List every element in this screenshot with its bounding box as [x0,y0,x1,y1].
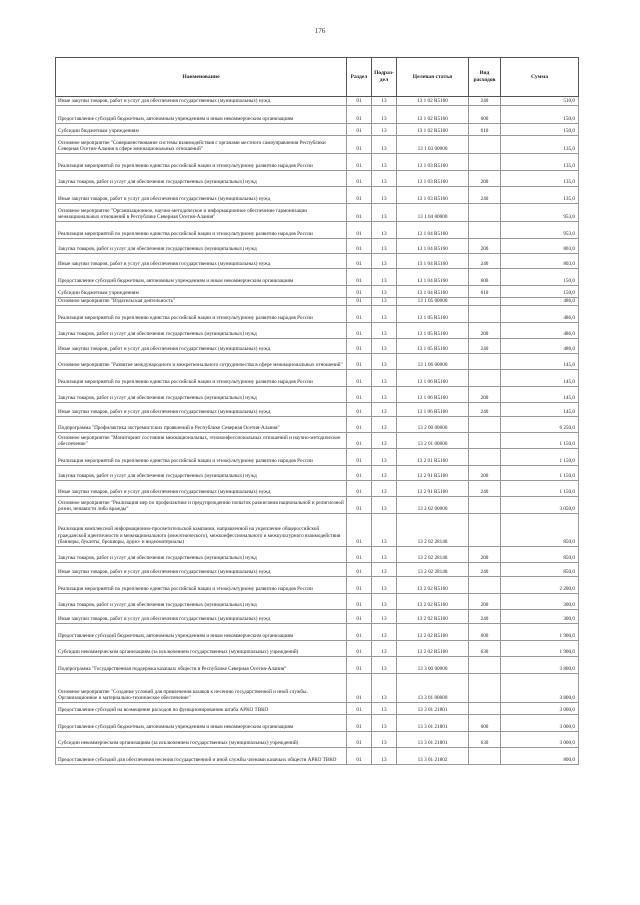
cell-name: Основное мероприятие "Организационное, научно-методическое и информационное обеспечение гармонизации межнациональных отношений в Республике Северная Осетия-Алания" [56,204,347,222]
cell-target: 13 1 02 R5160 [397,106,469,124]
cell-subsection: 13 [372,187,397,204]
cell-section: 01 [347,674,372,703]
table-row [56,641,579,657]
cell-name: Иные закупки товаров, работ и услуг для обеспечения государственных (муниципальных) нужд [56,403,347,417]
cell-amount: 150,0 [501,269,579,286]
cell-name: Реализация комплексной информационно-просветительской кампании, направленной на укрепление общероссийской гражданской идентичности и межнационального (межэтнического), межконфессионального и межкультурного взаимодействия (баннеры, буклеты, брошюры, аудио- и видеоматериалы) [56,514,347,547]
cell-subsection: 13 [372,417,397,433]
cell-subsection: 13 [372,323,397,339]
table-row [56,481,579,497]
cell-subsection: 13 [372,239,397,254]
cell-target: 13 1 03 00000 [397,136,469,154]
table-row [56,286,579,298]
cell-amount: 135,0 [501,154,579,171]
cell-section: 01 [347,417,372,433]
cell-target: 13 1 05 R5160 [397,323,469,339]
cell-target: 13 3 00 00000 [397,657,469,674]
cell-subsection: 13 [372,370,397,387]
cell-section: 01 [347,97,372,106]
cell-amount: 486,0 [501,298,579,306]
table-row [56,577,579,594]
cell-section: 01 [347,466,372,481]
cell-expense: 240 [469,339,501,354]
table-row [56,222,579,239]
cell-target: 13 2 02 28148 [397,563,469,577]
table-row [56,136,579,154]
cell-subsection: 13 [372,254,397,269]
table-row [56,339,579,354]
cell-amount: 150,0 [501,106,579,124]
cell-amount: 486,0 [501,339,579,354]
header-name: Наименование [56,58,347,97]
cell-expense [469,154,501,171]
cell-name: Иные закупки товаров, работ и услуг для обеспечения государственных (муниципальных) нужд [56,254,347,269]
cell-name: Закупка товаров, работ и услуг для обеспечения государственных (муниципальных) нужд [56,171,347,187]
cell-section: 01 [347,594,372,610]
cell-target: 13 3 01 21801 [397,715,469,732]
cell-expense [469,577,501,594]
table-row [56,715,579,732]
cell-amount: 803,0 [501,239,579,254]
cell-amount: 486,0 [501,306,579,323]
cell-expense [469,497,501,514]
cell-section: 01 [347,154,372,171]
page-number: 176 [314,27,326,35]
cell-expense: 200 [469,547,501,563]
cell-target: 13 1 04 R5160 [397,239,469,254]
cell-section: 01 [347,204,372,222]
cell-expense: 240 [469,403,501,417]
table-row [56,306,579,323]
cell-expense: 200 [469,171,501,187]
cell-subsection: 13 [372,449,397,466]
table-row [56,497,579,514]
cell-target: 13 2 02 R5160 [397,624,469,641]
cell-amount: 1 150,0 [501,449,579,466]
cell-amount: 145,0 [501,387,579,403]
table-row [56,732,579,748]
cell-section: 01 [347,433,372,449]
cell-expense [469,748,501,765]
cell-name: Закупка товаров, работ и услуг для обеспечения государственных (муниципальных) нужд [56,547,347,563]
cell-subsection: 13 [372,269,397,286]
cell-expense: 200 [469,387,501,403]
cell-expense [469,306,501,323]
table-row [56,387,579,403]
cell-subsection: 13 [372,403,397,417]
cell-expense: 600 [469,106,501,124]
cell-name: Основное мероприятие "Мониторинг состояния межнациональных, этноконфессиональных отношений и научно-методическое обеспечение" [56,433,347,449]
table-row [56,610,579,624]
cell-subsection: 13 [372,547,397,563]
cell-expense [469,298,501,306]
budget-table [55,57,579,765]
cell-subsection: 13 [372,497,397,514]
cell-expense: 600 [469,624,501,641]
cell-target: 13 2 02 28148 [397,547,469,563]
cell-amount: 3 800,0 [501,674,579,703]
cell-expense: 600 [469,715,501,732]
cell-section: 01 [347,703,372,715]
cell-section: 01 [347,497,372,514]
cell-subsection: 13 [372,563,397,577]
table-row [56,403,579,417]
cell-section: 01 [347,136,372,154]
table-row [56,354,579,370]
table-header-row [56,58,579,97]
header-target: Целевая статья [397,58,469,97]
cell-amount: 1 150,0 [501,466,579,481]
table-row [56,657,579,674]
cell-expense [469,449,501,466]
cell-amount: 2 200,0 [501,577,579,594]
cell-target: 13 3 01 21802 [397,748,469,765]
cell-subsection: 13 [372,222,397,239]
cell-target: 13 2 01 R5160 [397,449,469,466]
cell-subsection: 13 [372,748,397,765]
cell-expense: 630 [469,732,501,748]
cell-amount: 145,0 [501,403,579,417]
cell-expense [469,433,501,449]
cell-name: Закупка товаров, работ и услуг для обеспечения государственных (муниципальных) нужд [56,387,347,403]
cell-target: 13 1 04 R5160 [397,269,469,286]
cell-subsection: 13 [372,106,397,124]
cell-subsection: 13 [372,577,397,594]
cell-section: 01 [347,610,372,624]
cell-name: Субсидии некоммерческим организациям (за исключением государственных (муниципальных) учреждений) [56,732,347,748]
table-row [56,514,579,547]
cell-expense [469,204,501,222]
table-row [56,449,579,466]
cell-name: Реализация мероприятий по укреплению единства российской нации и этнокультурному развитию народов России [56,306,347,323]
table-row [56,624,579,641]
cell-name: Иные закупки товаров, работ и услуг для обеспечения государственных (муниципальных) нужд [56,610,347,624]
header-subsection: Подраз-дел [372,58,397,97]
cell-target: 13 1 05 R5160 [397,339,469,354]
cell-section: 01 [347,481,372,497]
table-row [56,154,579,171]
cell-section: 01 [347,222,372,239]
cell-target: 13 1 05 R5160 [397,306,469,323]
cell-name: Реализация мероприятий по укреплению единства российской нации и этнокультурному развитию народов России [56,222,347,239]
cell-subsection: 13 [372,204,397,222]
cell-section: 01 [347,106,372,124]
cell-expense [469,354,501,370]
cell-amount: 850,0 [501,514,579,547]
cell-subsection: 13 [372,124,397,136]
cell-target: 13 3 01 21801 [397,703,469,715]
cell-target: 13 1 03 R5160 [397,154,469,171]
header-amount: Сумма [501,58,579,97]
cell-target: 13 1 06 R5160 [397,387,469,403]
cell-section: 01 [347,354,372,370]
cell-expense [469,674,501,703]
cell-amount: 486,0 [501,323,579,339]
cell-target: 13 1 06 00000 [397,354,469,370]
table-row [56,97,579,106]
cell-expense: 610 [469,124,501,136]
cell-subsection: 13 [372,354,397,370]
cell-target: 13 1 05 00000 [397,298,469,306]
cell-target: 13 2 00 00000 [397,417,469,433]
cell-section: 01 [347,748,372,765]
cell-target: 13 2 01 00000 [397,433,469,449]
cell-target: 13 1 04 00000 [397,204,469,222]
cell-amount: 1 150,0 [501,433,579,449]
cell-section: 01 [347,269,372,286]
cell-amount: 135,0 [501,171,579,187]
cell-subsection: 13 [372,466,397,481]
cell-subsection: 13 [372,286,397,298]
header-section: Раздел [347,58,372,97]
cell-amount: 1 150,0 [501,481,579,497]
cell-name: Основное мероприятие "Развитие международного и межрегионального сотрудничества в сфере межнациональных отношений" [56,354,347,370]
cell-target: 13 2 01 R5160 [397,466,469,481]
cell-name: Предоставление субсидий бюджетным, автономным учреждениям и иным некоммерческим организациям [56,269,347,286]
cell-amount: 3 050,0 [501,497,579,514]
cell-subsection: 13 [372,641,397,657]
cell-expense [469,370,501,387]
table-row [56,298,579,306]
cell-name: Предоставление субсидий бюджетным, автономным учреждениям и иным некоммерческим организациям [56,715,347,732]
cell-subsection: 13 [372,594,397,610]
cell-name: Основное мероприятие "Совершенствование системы взаимодействия с органами местного самоуправления Республики Северная Осетия-Алания в сфере межнациональных отношений" [56,136,347,154]
cell-amount: 6 250,0 [501,417,579,433]
table-row [56,370,579,387]
cell-target: 13 2 02 28148 [397,514,469,547]
table-row [56,674,579,703]
cell-target: 13 2 02 R5160 [397,594,469,610]
cell-name: Реализация мероприятий по укреплению единства российской нации и этнокультурному развитию народов России [56,577,347,594]
table-row [56,171,579,187]
cell-subsection: 13 [372,703,397,715]
cell-amount: 150,0 [501,286,579,298]
cell-section: 01 [347,403,372,417]
table-row [56,547,579,563]
cell-section: 01 [347,370,372,387]
cell-section: 01 [347,298,372,306]
cell-subsection: 13 [372,610,397,624]
cell-section: 01 [347,624,372,641]
table-row [56,269,579,286]
cell-subsection: 13 [372,387,397,403]
cell-subsection: 13 [372,154,397,171]
cell-expense: 240 [469,481,501,497]
cell-target: 13 1 03 R5160 [397,171,469,187]
cell-name: Закупка товаров, работ и услуг для обеспечения государственных (муниципальных) нужд [56,323,347,339]
cell-subsection: 13 [372,732,397,748]
cell-target: 13 2 02 R5160 [397,641,469,657]
cell-expense: 240 [469,563,501,577]
cell-expense: 200 [469,239,501,254]
cell-target: 13 1 02 R5160 [397,124,469,136]
table-row [56,466,579,481]
cell-target: 13 1 02 R5160 [397,97,469,106]
cell-name: Иные закупки товаров, работ и услуг для обеспечения государственных (муниципальных) нужд [56,187,347,204]
cell-name: Реализация мероприятий по укреплению единства российской нации и этнокультурному развитию народов России [56,449,347,466]
cell-name: Основное мероприятие "Создание условий для привлечения казаков к несению государственной и иной службы. Организационное и материально-техническое обеспечение" [56,674,347,703]
cell-subsection: 13 [372,657,397,674]
cell-subsection: 13 [372,298,397,306]
table-row [56,594,579,610]
cell-expense: 240 [469,187,501,204]
cell-name: Субсидии некоммерческим организациям (за исключением государственных (муниципальных) учреждений) [56,641,347,657]
cell-name: Реализация мероприятий по укреплению единства российской нации и этнокультурному развитию народов России [56,154,347,171]
cell-name: Иные закупки товаров, работ и услуг для обеспечения государственных (муниципальных) нужд [56,339,347,354]
table-row [56,239,579,254]
cell-subsection: 13 [372,674,397,703]
cell-amount: 3 800,0 [501,657,579,674]
cell-amount: 300,0 [501,594,579,610]
table-row [56,323,579,339]
cell-expense [469,417,501,433]
cell-amount: 3 000,0 [501,703,579,715]
cell-subsection: 13 [372,339,397,354]
cell-expense: 240 [469,254,501,269]
cell-amount: 145,0 [501,354,579,370]
cell-section: 01 [347,339,372,354]
cell-subsection: 13 [372,433,397,449]
cell-amount: 803,0 [501,254,579,269]
cell-expense [469,703,501,715]
cell-amount: 150,0 [501,124,579,136]
cell-expense: 200 [469,466,501,481]
cell-subsection: 13 [372,481,397,497]
cell-amount: 135,0 [501,136,579,154]
cell-amount: 1 900,0 [501,624,579,641]
cell-expense: 610 [469,286,501,298]
table-row [56,106,579,124]
cell-subsection: 13 [372,514,397,547]
cell-amount: 145,0 [501,370,579,387]
cell-name: Реализация мероприятий по укреплению единства российской нации и этнокультурному развитию народов России [56,370,347,387]
cell-target: 13 2 02 R5160 [397,577,469,594]
cell-section: 01 [347,715,372,732]
cell-section: 01 [347,732,372,748]
cell-amount: 3 000,0 [501,732,579,748]
cell-target: 13 1 04 R5160 [397,222,469,239]
cell-name: Иные закупки товаров, работ и услуг для обеспечения государственных (муниципальных) нужд [56,563,347,577]
cell-expense: 200 [469,323,501,339]
table-row [56,204,579,222]
cell-name: Закупка товаров, работ и услуг для обеспечения государственных (муниципальных) нужд [56,594,347,610]
cell-name: Иные закупки товаров, работ и услуг для обеспечения государственных (муниципальных) нужд [56,97,347,106]
cell-expense: 240 [469,610,501,624]
cell-section: 01 [347,577,372,594]
cell-subsection: 13 [372,136,397,154]
cell-name: Закупка товаров, работ и услуг для обеспечения государственных (муниципальных) нужд [56,239,347,254]
cell-target: 13 2 02 00000 [397,497,469,514]
cell-target: 13 1 06 R5160 [397,403,469,417]
table-row [56,417,579,433]
table-body [56,97,579,765]
cell-name: Подпрограмма "Профилактика экстремистских проявлений в Республике Северная Осетия-Алания" [56,417,347,433]
cell-name: Предоставление субсидий бюджетным, автономным учреждениям и иным некоммерческим организациям [56,106,347,124]
cell-name: Субсидии бюджетным учреждениям [56,286,347,298]
cell-section: 01 [347,171,372,187]
cell-section: 01 [347,449,372,466]
cell-section: 01 [347,387,372,403]
cell-expense [469,222,501,239]
table-row [56,187,579,204]
cell-section: 01 [347,323,372,339]
header-expense: Вид расходов [469,58,501,97]
cell-name: Иные закупки товаров, работ и услуг для обеспечения государственных (муниципальных) нужд [56,481,347,497]
cell-target: 13 1 04 R5160 [397,286,469,298]
cell-amount: 135,0 [501,187,579,204]
cell-section: 01 [347,286,372,298]
cell-section: 01 [347,254,372,269]
cell-name: Субсидии бюджетным учреждениям [56,124,347,136]
cell-subsection: 13 [372,715,397,732]
table-row [56,124,579,136]
cell-amount: 3 000,0 [501,715,579,732]
cell-section: 01 [347,239,372,254]
cell-name: Основное мероприятие "Реализация мер по профилактике и предупреждению попыток разжигания национальной и религиозной розни, ненависти либо вражды" [56,497,347,514]
cell-amount: 953,0 [501,204,579,222]
cell-amount: 850,0 [501,547,579,563]
cell-section: 01 [347,547,372,563]
cell-target: 13 2 02 R5160 [397,610,469,624]
cell-amount: 953,0 [501,222,579,239]
cell-section: 01 [347,187,372,204]
table-row [56,254,579,269]
cell-name: Предоставление субсидий на возмещение расходов по функционированию штаба АРКО ТВКО [56,703,347,715]
cell-target: 13 3 01 00000 [397,674,469,703]
cell-name: Предоставление субсидий для обеспечения несения государственной и иной службы членами казачьих обществ АРКО ТВКО [56,748,347,765]
table-row [56,433,579,449]
table-row [56,748,579,765]
cell-section: 01 [347,657,372,674]
cell-target: 13 2 01 R5160 [397,481,469,497]
cell-expense [469,136,501,154]
cell-target: 13 1 04 R5160 [397,254,469,269]
cell-name: Предоставление субсидий бюджетным, автономным учреждениям и иным некоммерческим организациям [56,624,347,641]
cell-expense [469,657,501,674]
cell-amount: 300,0 [501,610,579,624]
cell-section: 01 [347,124,372,136]
cell-subsection: 13 [372,171,397,187]
cell-section: 01 [347,641,372,657]
cell-expense [469,514,501,547]
cell-expense: 200 [469,594,501,610]
cell-amount: 1 900,0 [501,641,579,657]
cell-section: 01 [347,306,372,323]
cell-expense: 240 [469,97,501,106]
cell-subsection: 13 [372,97,397,106]
cell-name: Основное мероприятие "Издательская деятельность" [56,298,347,306]
cell-target: 13 3 01 21801 [397,732,469,748]
cell-expense: 630 [469,641,501,657]
cell-name: Закупка товаров, работ и услуг для обеспечения государственных (муниципальных) нужд [56,466,347,481]
cell-amount: 510,0 [501,97,579,106]
table-row [56,563,579,577]
cell-subsection: 13 [372,306,397,323]
cell-amount: 800,0 [501,748,579,765]
table-row [56,703,579,715]
cell-target: 13 1 03 R5160 [397,187,469,204]
cell-section: 01 [347,514,372,547]
cell-subsection: 13 [372,624,397,641]
cell-name: Подпрограмма "Государственная поддержка казачьих обществ в Республике Северная Осетия-Алания" [56,657,347,674]
cell-expense: 600 [469,269,501,286]
cell-target: 13 1 06 R5160 [397,370,469,387]
cell-section: 01 [347,563,372,577]
cell-amount: 850,0 [501,563,579,577]
